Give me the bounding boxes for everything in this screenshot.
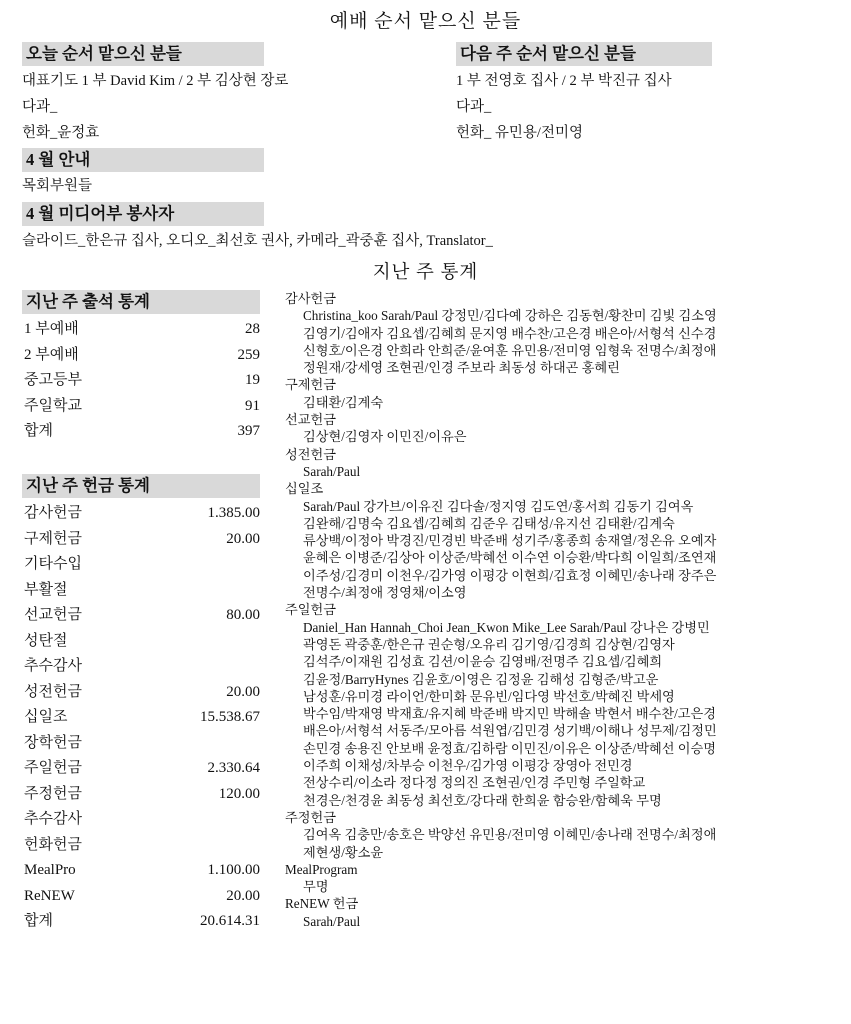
next-week-line: 헌화_ 유민용/전미영	[456, 125, 583, 141]
row-value: 20.00	[226, 683, 260, 700]
donor-line: 남성훈/유미경 라이언/한미화 문유빈/임다영 박선호/박혜진 박세영	[303, 688, 675, 704]
row-label: 주정헌금	[24, 785, 82, 802]
donor-line: 전상수리/이소라 정다정 정의진 조현권/인경 주민형 주일학교	[303, 775, 646, 791]
offering-row	[22, 527, 260, 553]
donor-category: 선교헌금	[285, 412, 336, 428]
april-notice-header: 4 월 안내	[22, 148, 264, 172]
row-value: 80.00	[226, 607, 260, 623]
row-label: 기타수입	[24, 556, 82, 572]
row-label: MealPro	[24, 862, 76, 878]
donor-group-sunday	[285, 601, 835, 809]
row-label: 성탄절	[24, 632, 68, 649]
donor-line: 류상백/이정아 박경진/민경빈 박준배 성기주/홍종희 송재열/정온유 오예자	[303, 533, 717, 549]
donor-line: 이주희 이채성/차부승 이천우/김가영 이평강 장영아 전민경	[303, 758, 633, 774]
donor-line: 김태환/김계숙	[303, 394, 384, 410]
donor-lists	[285, 290, 835, 930]
row-label: 추수감사	[24, 811, 82, 827]
offering-row	[22, 705, 260, 731]
offering-row	[22, 782, 260, 808]
row-label: 감사헌금	[24, 505, 82, 521]
offering-row	[22, 501, 260, 527]
row-label: 성전헌금	[24, 683, 82, 700]
row-value: 20.614.31	[200, 913, 260, 929]
next-week-header: 다음 주 순서 맡으신 분들	[456, 42, 712, 66]
attendance-row	[22, 368, 260, 394]
row-label: 헌화헌금	[24, 836, 82, 853]
row-value: 20.00	[226, 530, 260, 547]
today-line: 헌화_윤정효	[22, 125, 100, 141]
attendance-header: 지난 주 출석 통계	[22, 290, 260, 314]
row-label: ReNEW	[24, 887, 75, 904]
row-value: 2.330.64	[207, 760, 260, 776]
donor-line: 배은아/서형석 서동주/모아름 석원엽/김민경 성기백/이해나 성무제/김정민	[303, 723, 717, 739]
attendance-row	[22, 419, 260, 445]
offering-row	[22, 654, 260, 680]
donor-group-tithe	[285, 480, 835, 601]
attendance-row	[22, 394, 260, 420]
donor-line: 박수임/박재영 박재효/유지혜 박준배 박지민 박해솔 박현서 배수찬/고은경	[303, 706, 716, 722]
donor-line: Sarah/Paul	[303, 913, 361, 929]
row-label: 2 부예배	[24, 346, 79, 363]
offering-row	[22, 884, 260, 910]
next-week-line: 다과_	[456, 99, 492, 115]
donor-line: 김영기/김애자 김요셉/김혜희 문지영 배수찬/고은경 배은아/서형석 신수경	[303, 325, 717, 341]
row-value: 1.100.00	[207, 862, 260, 878]
row-label: 선교헌금	[24, 607, 82, 623]
donor-line: 곽영돈 곽중훈/한은규 권순형/오유리 김기영/김경희 김상현/김영자	[303, 636, 675, 652]
donor-category: MealProgram	[285, 861, 358, 877]
donor-line: 김완해/김명숙 김요셉/김혜희 김준우 김태성/유지선 김태환/김계숙	[303, 515, 675, 531]
donor-line: 김석주/이재원 김성효 김션/이윤승 김영배/전명주 김요셉/김혜희	[303, 654, 663, 670]
donor-line: 정원재/강세영 조현권/인경 주보라 최동성 하대곤 홍혜린	[303, 360, 620, 376]
donor-category: 주일헌금	[285, 602, 336, 618]
row-value: 1.385.00	[207, 505, 260, 521]
donor-line: 천경은/천경윤 최동성 최선호/강다래 한희윤 함승완/함혜욱 무명	[303, 792, 662, 808]
row-label: 구제헌금	[24, 530, 82, 547]
attendance-table	[22, 317, 260, 445]
offering-row	[22, 680, 260, 706]
row-label: 장학헌금	[24, 734, 82, 751]
donor-line: 김윤정/BarryHynes 김윤호/이영은 김정윤 김해성 김형준/박고운	[303, 671, 659, 687]
page-title: 예배 순서 맡으신 분들	[329, 11, 522, 32]
donor-group-thanks	[285, 290, 835, 376]
offering-row	[22, 807, 260, 833]
row-label: 중고등부	[24, 372, 82, 388]
offering-row	[22, 858, 260, 884]
donor-line: Daniel_Han Hannah_Choi Jean_Kwon Mike_Lee Sarah/Paul 강나은 강병민	[303, 619, 710, 635]
row-label: 주일학교	[24, 397, 82, 414]
row-value: 20.00	[226, 887, 260, 904]
donor-group-meal-program	[285, 861, 835, 896]
offering-row	[22, 552, 260, 578]
offering-row	[22, 603, 260, 629]
row-label: 주일헌금	[24, 760, 82, 776]
row-label: 합계	[24, 913, 53, 929]
row-value: 259	[237, 346, 260, 363]
donor-group-mission	[285, 411, 835, 446]
donor-line: 윤혜은 이병준/김상아 이상준/박혜선 이수연 이승환/박다희 이일희/조연재	[303, 550, 717, 566]
donor-group-weekly	[285, 809, 835, 861]
row-label: 부활절	[24, 581, 68, 598]
stats-title: 지난 주 통계	[372, 263, 479, 283]
donor-line: 신형호/이은경 안희라 안희준/윤여훈 유민용/전미영 임형욱 전명수/최정애	[303, 342, 717, 358]
donor-line: 손민경 송용진 안보배 윤정효/김하람 이민진/이유은 이상준/박혜선 이승명	[303, 740, 716, 756]
april-media-line: 슬라이드_한은규 집사, 오디오_최선호 권사, 카메라_곽중훈 집사, Translator_	[22, 233, 493, 249]
donor-category: 주정헌금	[285, 809, 336, 825]
april-notice-line: 목회부원들	[22, 178, 93, 194]
row-value: 15.538.67	[200, 709, 260, 725]
row-label: 추수감사	[24, 658, 82, 674]
row-value: 91	[245, 397, 260, 414]
donor-group-renew	[285, 895, 835, 930]
attendance-row	[22, 317, 260, 343]
april-media-header: 4 월 미디어부 봉사자	[22, 202, 264, 226]
offering-row	[22, 578, 260, 604]
row-label: 1 부예배	[24, 321, 79, 337]
today-header: 오늘 순서 맡으신 분들	[22, 42, 264, 66]
offering-row	[22, 629, 260, 655]
row-value: 28	[245, 321, 260, 337]
donor-line: Christina_koo Sarah/Paul 강정민/김다예 강하은 김동현/황찬미 김빛 김소영	[303, 308, 717, 324]
donor-category: 감사헌금	[285, 291, 336, 306]
offering-row	[22, 731, 260, 757]
attendance-row	[22, 343, 260, 369]
offering-row	[22, 756, 260, 782]
row-value: 19	[245, 372, 260, 388]
donor-category: ReNEW 헌금	[285, 896, 359, 912]
row-label: 십일조	[24, 709, 68, 725]
donor-line: 무명	[303, 879, 329, 895]
row-value: 120.00	[218, 785, 260, 802]
donor-line: 김상현/김영자 이민진/이유은	[303, 429, 467, 445]
offering-table	[22, 501, 260, 935]
today-line: 다과_	[22, 99, 58, 115]
offering-header: 지난 주 헌금 통계	[22, 474, 260, 498]
donor-line: Sarah/Paul	[303, 463, 361, 479]
donor-category: 성전헌금	[285, 446, 336, 462]
donor-group-building	[285, 446, 835, 481]
donor-line: 김여옥 김충만/송호은 박양선 유민용/전미영 이혜민/송나래 전명수/최정애	[303, 827, 717, 843]
donor-line: 제현생/황소윤	[303, 844, 384, 860]
row-value: 397	[237, 423, 260, 439]
next-week-line: 1 부 전영호 집사 / 2 부 박진규 집사	[456, 73, 672, 89]
donor-line: 이주성/김경미 이천우/김가영 이평강 이현희/김효정 이혜민/송나래 장주은	[303, 567, 717, 583]
donor-line: Sarah/Paul 강가브/이유진 김다솔/정지영 김도연/홍서희 김동기 김여옥	[303, 498, 694, 514]
today-line: 대표기도 1 부 David Kim / 2 부 김상현 장로	[22, 73, 289, 89]
offering-row	[22, 909, 260, 935]
donor-category: 구제헌금	[285, 377, 336, 393]
donor-category: 십일조	[285, 481, 324, 497]
row-label: 합계	[24, 423, 53, 439]
offering-row	[22, 833, 260, 859]
donor-line: 전명수/최정애 정영채/이소영	[303, 585, 467, 601]
donor-group-relief	[285, 376, 835, 411]
